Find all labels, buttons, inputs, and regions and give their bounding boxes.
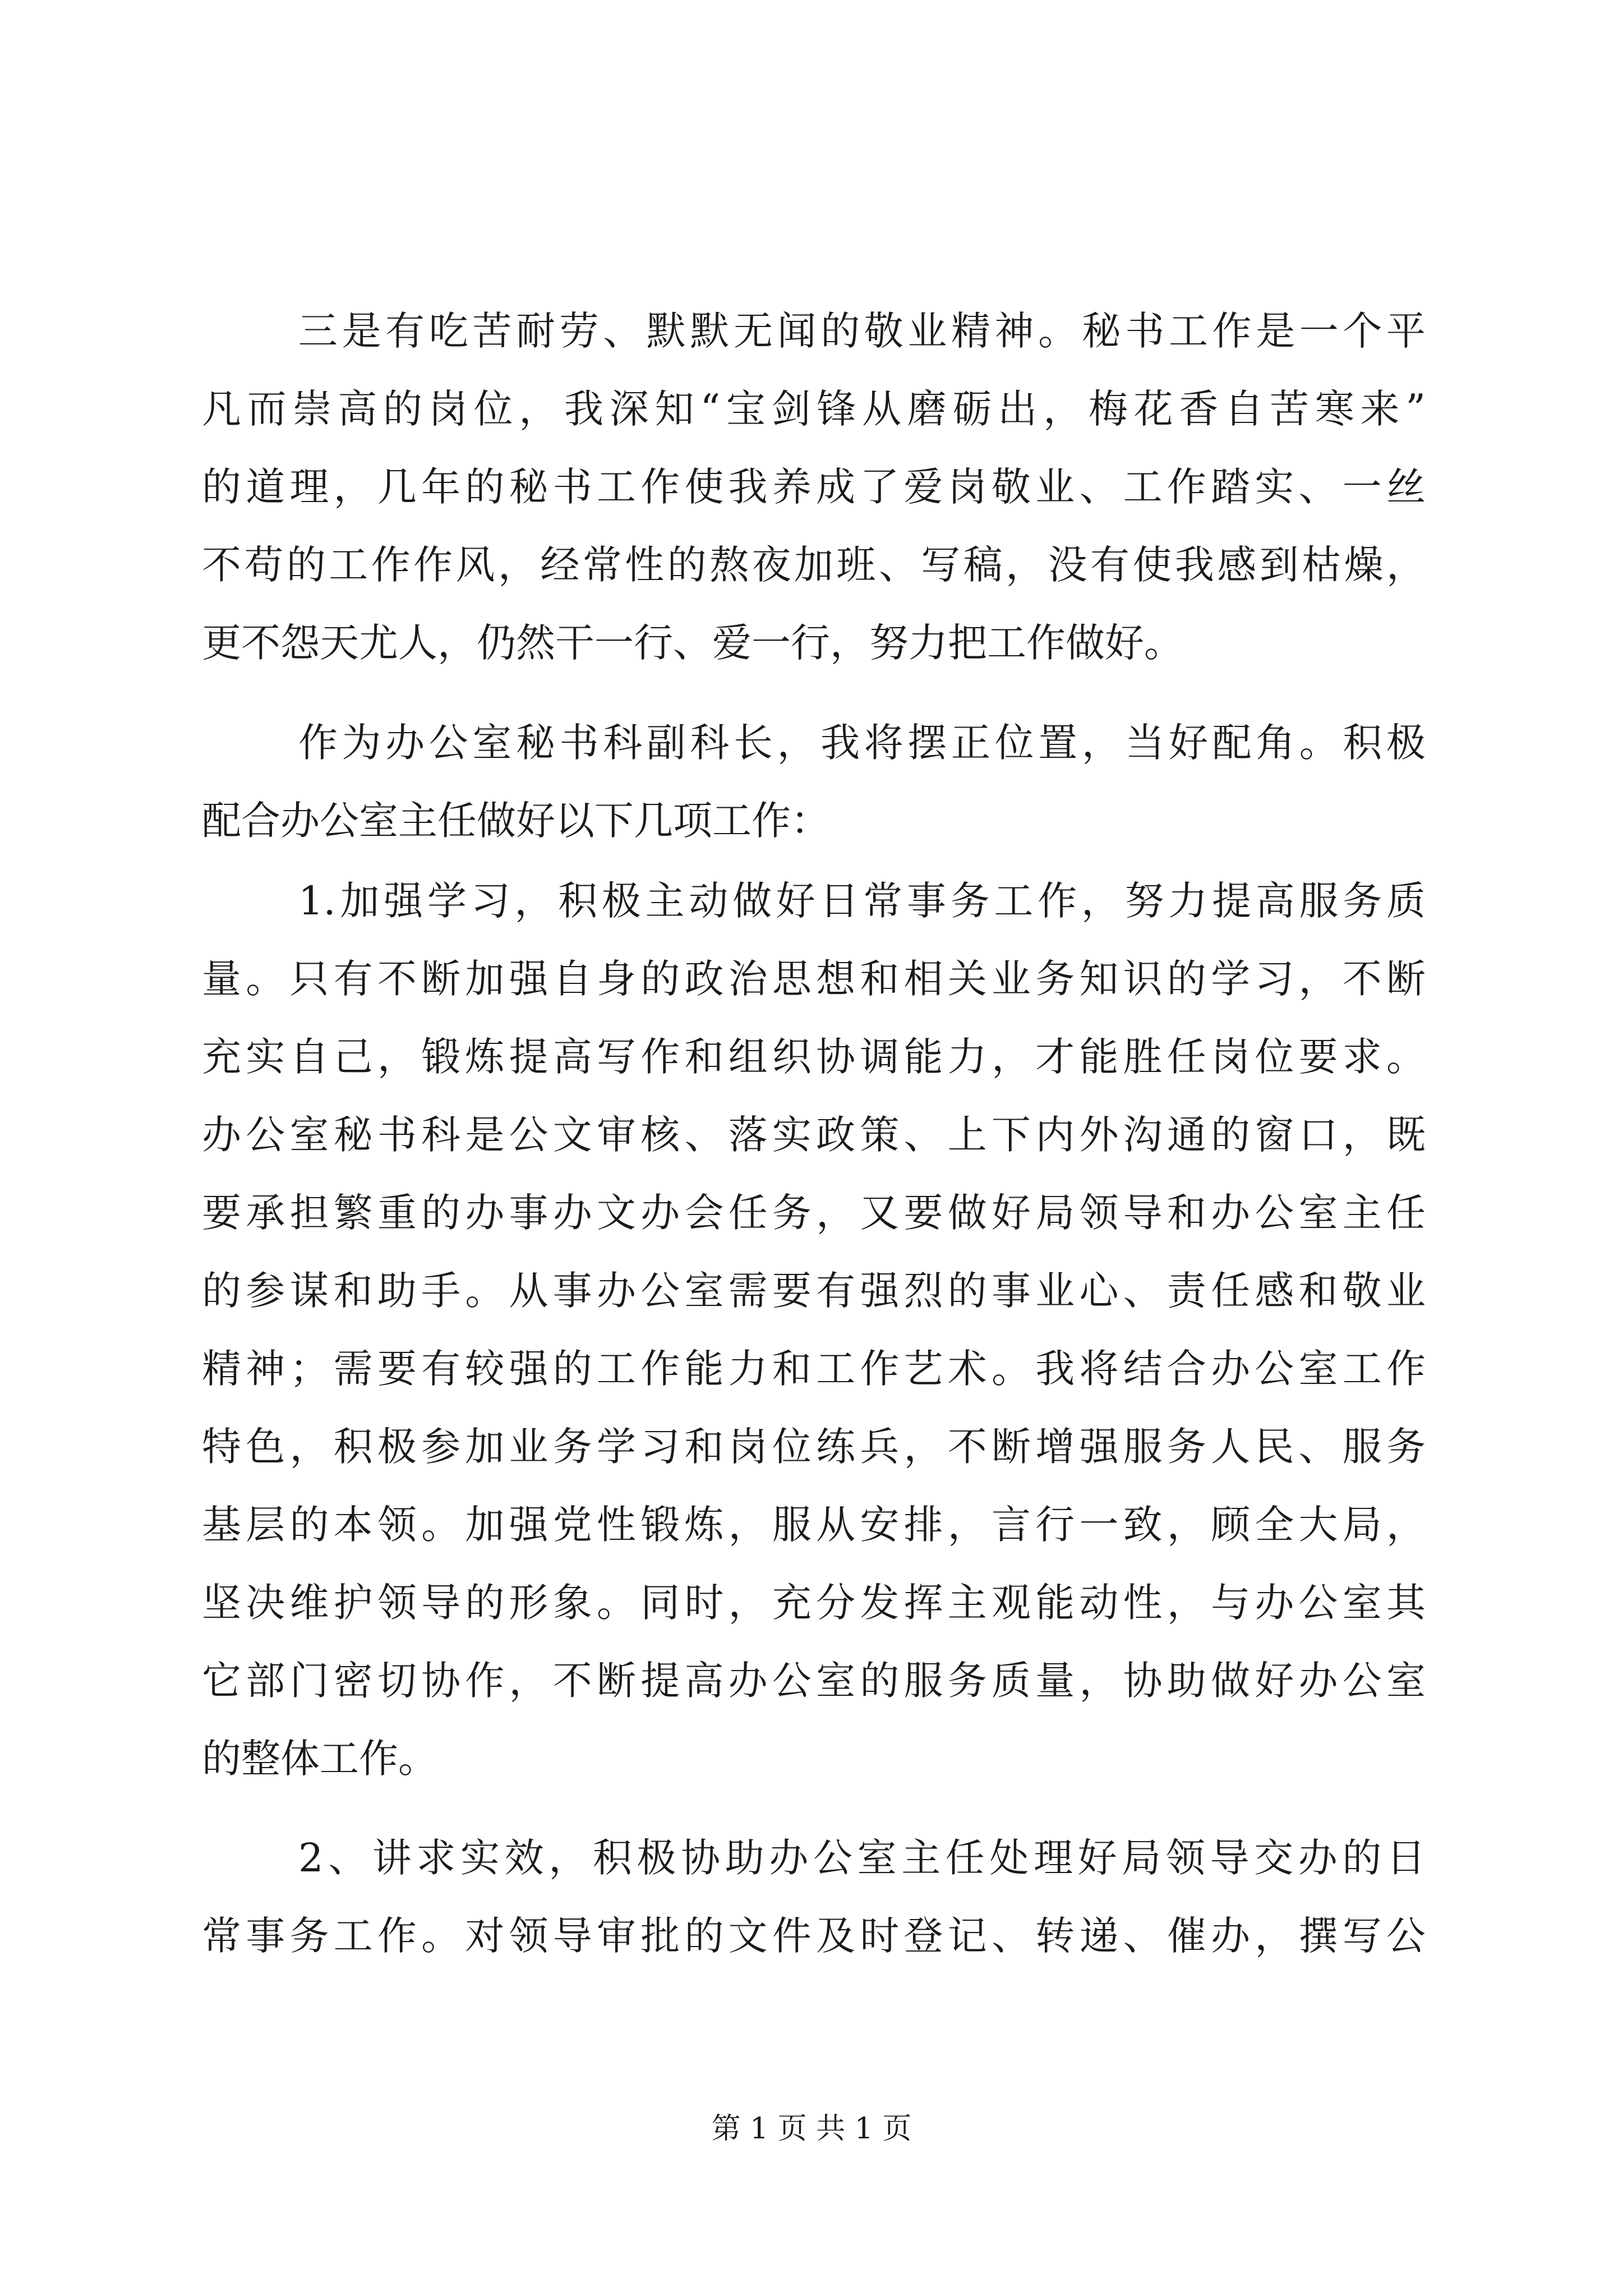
paragraph-line: 的道理，几年的秘书工作使我养成了爱岗敬业、工作踏实、一丝: [202, 464, 1426, 510]
paragraph-line: 凡而崇高的岗位，我深知“宝剑锋从磨砺出，梅花香自苦寒来”: [202, 386, 1426, 432]
paragraph-line: 不苟的工作作风，经常性的熬夜加班、写稿，没有使我感到枯燥，: [202, 542, 1426, 588]
paragraph-line: 它部门密切协作，不断提高办公室的服务质量，协助做好办公室: [202, 1658, 1426, 1704]
paragraph-line: 的参谋和助手。从事办公室需要有强烈的事业心、责任感和敬业: [202, 1268, 1426, 1314]
page-number-footer: 第 1 页 共 1 页: [711, 2112, 912, 2146]
paragraph-line: 办公室秘书科是公文审核、落实政策、上下内外沟通的窗口，既: [202, 1112, 1426, 1158]
paragraph-line: 要承担繁重的办事办文办会任务，又要做好局领导和办公室主任: [202, 1190, 1426, 1236]
paragraph-line: 坚决维护领导的形象。同时，充分发挥主观能动性，与办公室其: [202, 1580, 1426, 1626]
paragraph-line: 量。只有不断加强自身的政治思想和相关业务知识的学习，不断: [202, 956, 1426, 1002]
paragraph-line: 配合办公室主任做好以下几项工作：: [202, 798, 830, 844]
paragraph-line: 作为办公室秘书科副科长，我将摆正位置，当好配角。积极: [298, 720, 1426, 766]
paragraph-line: 更不怨天尤人，仍然干一行、爱一行，努力把工作做好。: [202, 620, 1183, 666]
paragraph-line: 三是有吃苦耐劳、默默无闻的敬业精神。秘书工作是一个平: [298, 308, 1426, 354]
paragraph-line: 基层的本领。加强党性锻炼，服从安排，言行一致，顾全大局，: [202, 1502, 1426, 1548]
paragraph-line: 精神；需要有较强的工作能力和工作艺术。我将结合办公室工作: [202, 1346, 1426, 1392]
paragraph-line: 常事务工作。对领导审批的文件及时登记、转递、催办，撰写公: [202, 1913, 1426, 1959]
paragraph-line: 的整体工作。: [202, 1736, 437, 1782]
paragraph-line: 充实自己，锻炼提高写作和组织协调能力，才能胜任岗位要求。: [202, 1034, 1426, 1080]
paragraph-line: 2、讲求实效，积极协助办公室主任处理好局领导交办的日: [298, 1835, 1426, 1881]
paragraph-line: 特色，积极参加业务学习和岗位练兵，不断增强服务人民、服务: [202, 1424, 1426, 1470]
paragraph-line: 1.加强学习，积极主动做好日常事务工作，努力提高服务质: [298, 878, 1426, 924]
